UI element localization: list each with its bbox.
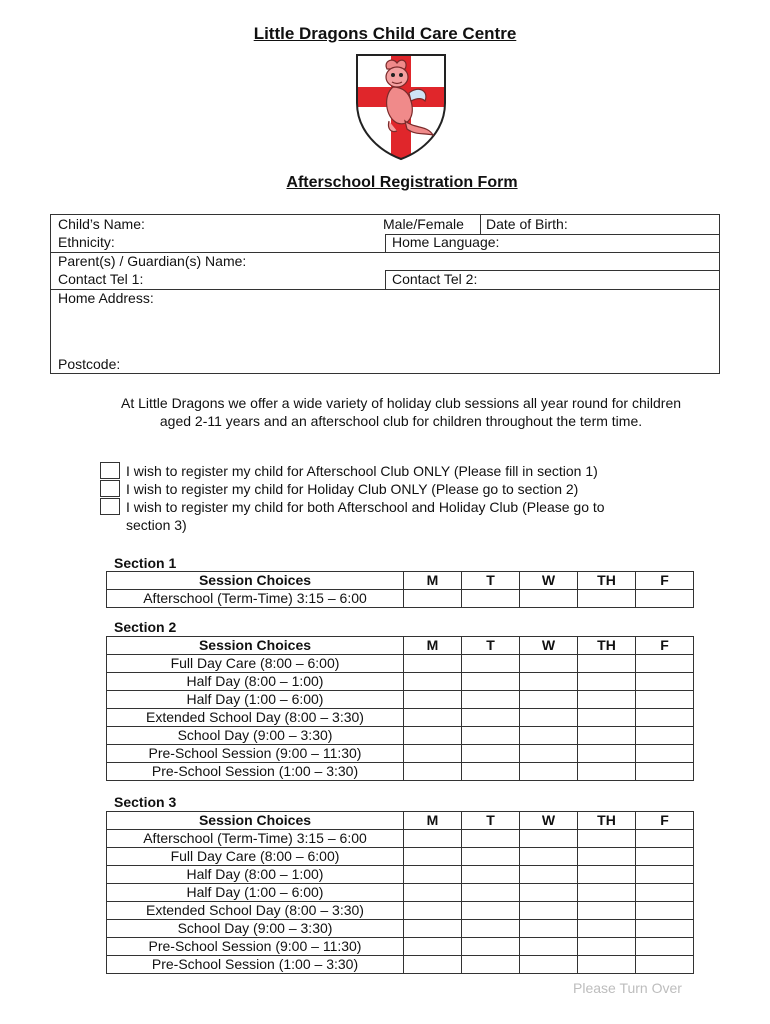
session-name: Afterschool (Term-Time) 3:15 – 6:00 [107,590,404,608]
session-choices-header: Session Choices [107,637,404,655]
form-title: Afterschool Registration Form [286,174,518,191]
table-header-row [107,812,694,830]
session-name: School Day (9:00 – 3:30) [107,920,404,938]
session-name: Pre-School Session (9:00 – 11:30) [107,938,404,956]
table-row [107,673,694,691]
table-row [107,590,694,608]
day-cell[interactable] [578,691,636,709]
day-header-w: W [520,637,578,655]
postcode-field[interactable]: Postcode: [58,356,121,372]
session-name: Afterschool (Term-Time) 3:15 – 6:00 [107,830,404,848]
section-2-label: Section 2 [114,619,177,635]
day-cell[interactable] [404,884,462,902]
day-cell[interactable] [520,866,578,884]
day-header-m: M [404,812,462,830]
day-cell[interactable] [578,884,636,902]
day-cell[interactable] [462,691,520,709]
day-cell[interactable] [636,763,694,781]
section-3-table [106,811,694,974]
day-cell[interactable] [520,938,578,956]
table-row [107,745,694,763]
session-name: School Day (9:00 – 3:30) [107,727,404,745]
day-cell[interactable] [578,920,636,938]
ethnicity-field[interactable]: Ethnicity: [58,234,115,250]
session-name: Pre-School Session (1:00 – 3:30) [107,763,404,781]
day-cell[interactable] [462,709,520,727]
day-cell[interactable] [578,673,636,691]
day-cell[interactable] [520,590,578,608]
option-afterschool-only[interactable] [100,462,680,480]
session-name: Half Day (1:00 – 6:00) [107,884,404,902]
day-cell[interactable] [404,866,462,884]
day-cell[interactable] [462,938,520,956]
registration-options [100,462,680,533]
day-cell[interactable] [636,866,694,884]
please-turn-over-note: Please Turn Over [573,980,682,996]
option-label: I wish to register my child for Afterschool Club ONLY (Please fill in section 1) [126,463,598,479]
day-cell[interactable] [520,848,578,866]
day-cell[interactable] [404,956,462,974]
session-choices-header: Session Choices [107,812,404,830]
table-row [107,920,694,938]
day-cell[interactable] [462,745,520,763]
child-details-box [50,214,720,374]
home-language-field[interactable]: Home Language: [392,234,500,250]
table-row [107,938,694,956]
day-header-f: F [636,812,694,830]
day-header-m: M [404,572,462,590]
parents-name-field[interactable]: Parent(s) / Guardian(s) Name: [58,253,247,269]
session-name: Pre-School Session (1:00 – 3:30) [107,956,404,974]
session-name: Half Day (8:00 – 1:00) [107,866,404,884]
day-cell[interactable] [404,938,462,956]
date-of-birth-field[interactable]: Date of Birth: [486,216,568,232]
day-cell[interactable] [520,920,578,938]
day-cell[interactable] [520,956,578,974]
day-header-t: T [462,572,520,590]
session-name: Pre-School Session (9:00 – 11:30) [107,745,404,763]
day-cell[interactable] [636,902,694,920]
day-cell[interactable] [520,673,578,691]
day-cell[interactable] [636,830,694,848]
day-cell[interactable] [520,691,578,709]
option-checkbox[interactable] [100,462,120,479]
option-checkbox[interactable] [100,480,120,497]
day-cell[interactable] [578,848,636,866]
day-cell[interactable] [462,956,520,974]
day-cell[interactable] [404,655,462,673]
day-cell[interactable] [404,691,462,709]
table-row [107,691,694,709]
home-address-field[interactable]: Home Address: [58,290,154,306]
day-header-th: TH [578,572,636,590]
day-cell[interactable] [636,727,694,745]
day-cell[interactable] [404,745,462,763]
session-name: Extended School Day (8:00 – 3:30) [107,902,404,920]
section-2-table [106,636,694,781]
day-cell[interactable] [578,956,636,974]
day-cell[interactable] [462,655,520,673]
table-header-row [107,637,694,655]
day-header-t: T [462,812,520,830]
option-checkbox[interactable] [100,498,120,515]
day-cell[interactable] [578,590,636,608]
day-cell[interactable] [404,920,462,938]
day-cell[interactable] [404,590,462,608]
table-row [107,709,694,727]
day-cell[interactable] [462,673,520,691]
session-choices-header: Session Choices [107,572,404,590]
table-row [107,884,694,902]
day-cell[interactable] [462,727,520,745]
day-cell[interactable] [636,938,694,956]
day-cell[interactable] [578,727,636,745]
day-cell[interactable] [636,691,694,709]
section-1-label: Section 1 [114,555,177,571]
day-cell[interactable] [462,763,520,781]
day-cell[interactable] [636,673,694,691]
table-row [107,848,694,866]
day-cell[interactable] [520,830,578,848]
day-cell[interactable] [578,866,636,884]
day-header-f: F [636,637,694,655]
day-cell[interactable] [636,709,694,727]
gender-field[interactable]: Male/Female [383,216,464,232]
table-row [107,830,694,848]
option-both[interactable] [100,498,680,516]
day-cell[interactable] [520,709,578,727]
day-cell[interactable] [636,848,694,866]
day-cell[interactable] [520,745,578,763]
day-cell[interactable] [520,763,578,781]
contact-tel-2-field[interactable]: Contact Tel 2: [392,271,478,287]
day-cell[interactable] [462,866,520,884]
day-cell[interactable] [636,745,694,763]
day-cell[interactable] [636,590,694,608]
day-cell[interactable] [462,920,520,938]
day-cell[interactable] [404,727,462,745]
option-label: I wish to register my child for Holiday Club ONLY (Please go to section 2) [126,481,579,497]
day-cell[interactable] [520,727,578,745]
option-label-continuation: section 3) [126,517,187,533]
day-cell[interactable] [578,709,636,727]
day-cell[interactable] [462,884,520,902]
session-name: Extended School Day (8:00 – 3:30) [107,709,404,727]
table-row [107,763,694,781]
day-cell[interactable] [578,902,636,920]
day-cell[interactable] [462,830,520,848]
day-cell[interactable] [578,745,636,763]
day-cell[interactable] [636,956,694,974]
table-row [107,655,694,673]
session-name: Half Day (8:00 – 1:00) [107,673,404,691]
day-cell[interactable] [404,902,462,920]
table-row [107,902,694,920]
day-header-th: TH [578,812,636,830]
table-row [107,727,694,745]
intro-paragraph: At Little Dragons we offer a wide variety of holiday club sessions all year round for children aged 2-11 years and an afterschool club for children throughout the term time. [120,395,682,429]
day-cell[interactable] [520,902,578,920]
day-cell[interactable] [404,830,462,848]
day-header-f: F [636,572,694,590]
day-cell[interactable] [578,938,636,956]
day-cell[interactable] [462,902,520,920]
contact-tel-1-field[interactable]: Contact Tel 1: [58,271,144,287]
option-label: I wish to register my child for both Afterschool and Holiday Club (Please go to [126,499,605,515]
section-1-table [106,571,694,608]
day-header-m: M [404,637,462,655]
day-cell[interactable] [636,920,694,938]
day-cell[interactable] [520,655,578,673]
table-row [107,956,694,974]
day-cell[interactable] [578,763,636,781]
day-cell[interactable] [462,590,520,608]
day-cell[interactable] [578,655,636,673]
day-cell[interactable] [578,830,636,848]
day-cell[interactable] [404,848,462,866]
day-header-w: W [520,812,578,830]
day-header-th: TH [578,637,636,655]
session-name: Half Day (1:00 – 6:00) [107,691,404,709]
table-row [107,866,694,884]
day-cell[interactable] [404,673,462,691]
session-name: Full Day Care (8:00 – 6:00) [107,848,404,866]
dragon-crest-logo [353,51,449,163]
day-cell[interactable] [636,655,694,673]
section-3-label: Section 3 [114,794,177,810]
day-cell[interactable] [404,763,462,781]
option-holiday-only[interactable] [100,480,680,498]
table-header-row [107,572,694,590]
session-name: Full Day Care (8:00 – 6:00) [107,655,404,673]
day-header-w: W [520,572,578,590]
day-header-t: T [462,637,520,655]
day-cell[interactable] [520,884,578,902]
day-cell[interactable] [404,709,462,727]
day-cell[interactable] [636,884,694,902]
day-cell[interactable] [462,848,520,866]
page-title: Little Dragons Child Care Centre [253,24,517,43]
childs-name-field[interactable]: Child’s Name: [58,216,145,232]
